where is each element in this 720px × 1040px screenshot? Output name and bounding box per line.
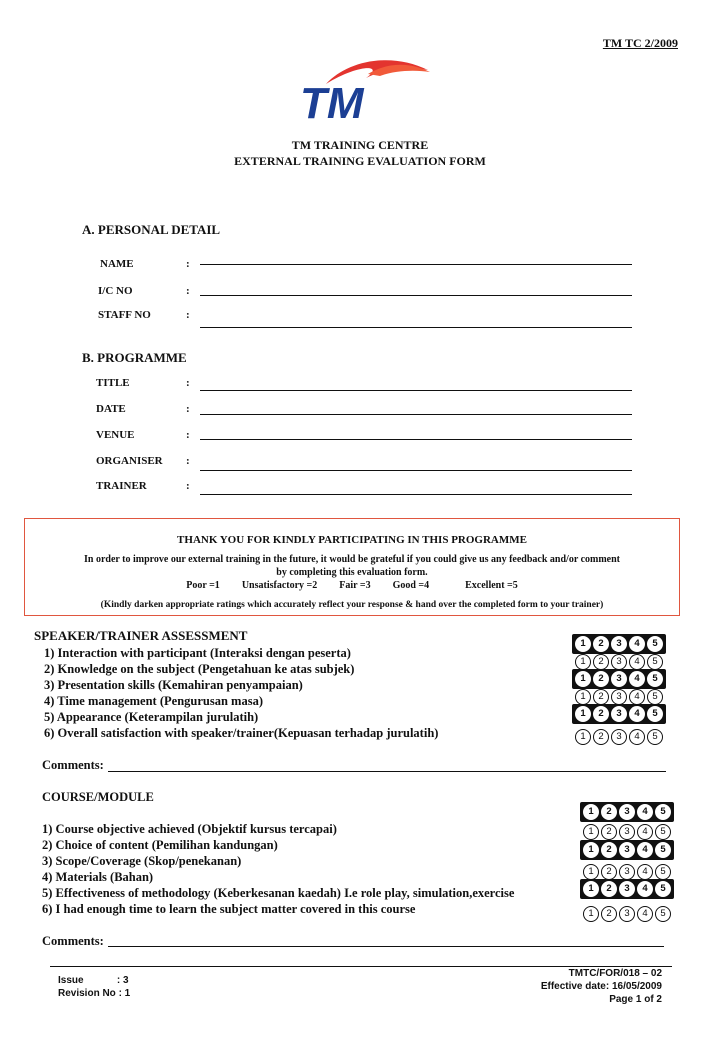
- speaker-rating-2[interactable]: 1 2 3 4 5: [575, 654, 663, 670]
- course-rating-4[interactable]: 1 2 3 4 5: [583, 864, 671, 880]
- issue-number: Issue : 3: [58, 975, 129, 986]
- speaker-comments-label: Comments:: [42, 758, 104, 772]
- logo-text: TM: [300, 79, 364, 124]
- course-comments-field[interactable]: [108, 946, 664, 947]
- course-item: 5) Effectiveness of methodology (Keberkesanan kaedah) I.e role play, simulation,exercise: [42, 886, 515, 900]
- form-reference: TM TC 2/2009: [602, 36, 678, 50]
- scale-poor: Poor =1: [186, 580, 220, 591]
- course-rating-6[interactable]: 1 2 3 4 5: [583, 906, 671, 922]
- scale-fair: Fair =3: [339, 580, 371, 591]
- venue-field[interactable]: [200, 439, 632, 440]
- rating-scale: [24, 579, 680, 592]
- staff-no-label: STAFF NO: [98, 309, 151, 321]
- page-number: Page 1 of 2: [609, 994, 662, 1005]
- course-item: 3) Scope/Coverage (Skop/penekanan): [42, 854, 242, 868]
- trainer-field[interactable]: [200, 494, 632, 495]
- ic-no-label: I/C NO: [98, 285, 133, 297]
- venue-label: VENUE: [96, 429, 135, 441]
- footer-divider: [50, 966, 672, 967]
- scale-unsatisfactory: Unsatisfactory =2: [241, 580, 318, 591]
- speaker-item: 5) Appearance (Keterampilan jurulatih): [44, 710, 259, 724]
- course-rating-1[interactable]: 1 2 3 4 5: [580, 802, 674, 822]
- programme-heading: B. PROGRAMME: [82, 350, 187, 365]
- speaker-item: 1) Interaction with participant (Interaksi dengan peserta): [44, 646, 351, 660]
- course-item: 4) Materials (Bahan): [42, 870, 154, 884]
- date-field[interactable]: [200, 414, 632, 415]
- speaker-item: 2) Knowledge on the subject (Pengetahuan ke atas subjek): [44, 662, 355, 676]
- organiser-label: ORGANISER: [96, 455, 163, 467]
- speaker-rating-6[interactable]: 1 2 3 4 5: [575, 729, 663, 745]
- speaker-rating-5[interactable]: 1 2 3 4 5: [572, 704, 666, 724]
- course-rating-5[interactable]: 1 2 3 4 5: [580, 879, 674, 899]
- speaker-item: 4) Time management (Pengurusan masa): [44, 694, 263, 708]
- speaker-item: 3) Presentation skills (Kemahiran penyampaian): [44, 678, 303, 692]
- course-item: 1) Course objective achieved (Objektif kursus tercapai): [42, 822, 337, 836]
- notice-text-2: by completing this evaluation form.: [276, 567, 428, 578]
- effective-date: Effective date: 16/05/2009: [540, 981, 662, 992]
- ic-no-field[interactable]: [200, 295, 632, 296]
- staff-no-field[interactable]: [200, 327, 632, 328]
- speaker-rating-3[interactable]: 1 2 3 4 5: [572, 669, 666, 689]
- title-field[interactable]: [200, 390, 632, 391]
- name-field[interactable]: [200, 264, 632, 265]
- speaker-rating-4[interactable]: 1 2 3 4 5: [575, 689, 663, 705]
- notice-text-1: In order to improve our external training in the future, it would be grateful if you could give us any feedback and/or comment: [83, 554, 620, 565]
- course-rating-3[interactable]: 1 2 3 4 5: [580, 840, 674, 860]
- form-title: EXTERNAL TRAINING EVALUATION FORM: [234, 154, 486, 168]
- notice-title: THANK YOU FOR KINDLY PARTICIPATING IN THIS PROGRAMME: [177, 534, 527, 546]
- speaker-rating-1[interactable]: 1 2 3 4 5: [572, 634, 666, 654]
- scale-good: Good =4: [392, 580, 430, 591]
- personal-detail-heading: A. PERSONAL DETAIL: [82, 222, 221, 237]
- organiser-field[interactable]: [200, 470, 632, 471]
- course-item: 2) Choice of content (Pemilihan kandungan): [42, 838, 278, 852]
- notice-instruction: (Kindly darken appropriate ratings which accurately reflect your response & hand over the completed form to your trainer): [100, 600, 604, 610]
- course-heading: COURSE/MODULE: [42, 790, 154, 804]
- date-label: DATE: [96, 403, 126, 415]
- course-rating-2[interactable]: 1 2 3 4 5: [583, 824, 671, 840]
- scale-excellent: Excellent =5: [465, 580, 518, 591]
- tm-logo: [296, 52, 436, 124]
- speaker-item: 6) Overall satisfaction with speaker/trainer(Kepuasan terhadap jurulatih): [44, 726, 439, 740]
- form-number: TMTC/FOR/018 – 02: [568, 968, 662, 979]
- course-comments-label: Comments:: [42, 934, 104, 948]
- centre-title: TM TRAINING CENTRE: [291, 138, 429, 152]
- trainer-label: TRAINER: [96, 480, 147, 492]
- course-item: 6) I had enough time to learn the subject matter covered in this course: [42, 902, 416, 916]
- revision-number: Revision No : 1: [58, 988, 131, 999]
- title-label: TITLE: [96, 377, 130, 389]
- speaker-heading: SPEAKER/TRAINER ASSESSMENT: [34, 628, 248, 643]
- speaker-comments-field[interactable]: [108, 771, 666, 772]
- name-label: NAME: [100, 258, 134, 270]
